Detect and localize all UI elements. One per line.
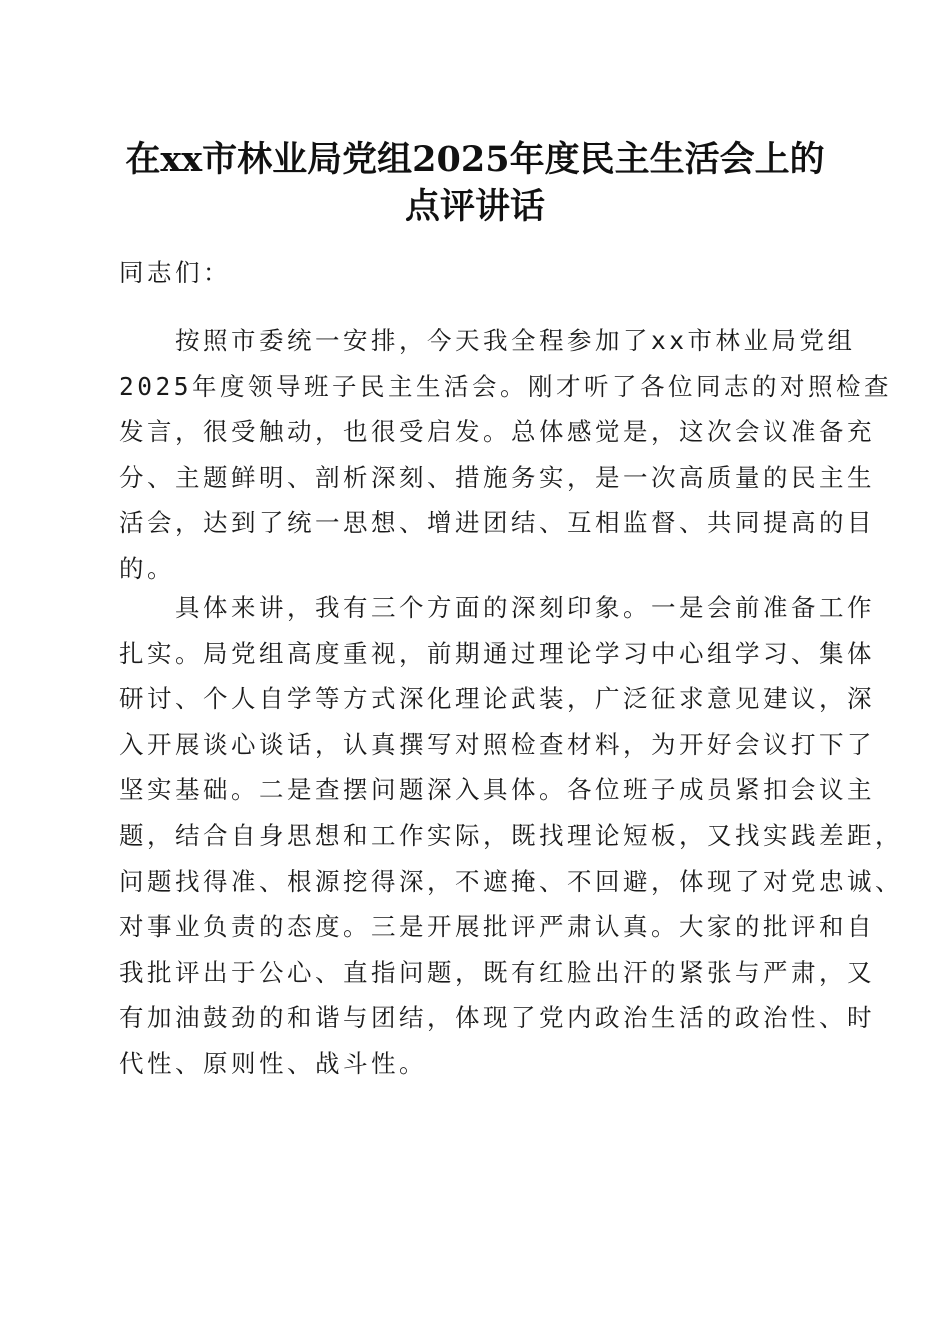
paragraph-line: 分、主题鲜明、剖析深刻、措施务实，是一次高质量的民主生 bbox=[119, 462, 875, 492]
paragraph-line: 代性、原则性、战斗性。 bbox=[119, 1048, 427, 1078]
salutation bbox=[119, 250, 839, 296]
paragraph-line: 扎实。局党组高度重视，前期通过理论学习中心组学习、集体 bbox=[119, 638, 875, 668]
paragraph-line: 入开展谈心谈话，认真撰写对照检查材料，为开好会议打下了 bbox=[119, 729, 875, 759]
salutation-text: 同志们： bbox=[119, 258, 231, 287]
paragraph-line: 我批评出于公心、直指问题，既有红脸出汗的紧张与严肃，又 bbox=[119, 957, 875, 987]
paragraph-line: 按照市委统一安排，今天我全程参加了xx市林业局党组 bbox=[175, 326, 856, 355]
paragraph-line: 2025年度领导班子民主生活会。刚才听了各位同志的对照检查 bbox=[119, 371, 892, 401]
paragraph-1 bbox=[119, 318, 892, 592]
paragraph-line: 活会，达到了统一思想、增进团结、互相监督、共同提高的目 bbox=[119, 508, 875, 538]
paragraph-line: 研讨、个人自学等方式深化理论武装，广泛征求意见建议，深 bbox=[119, 684, 875, 714]
paragraph-line: 的。 bbox=[119, 553, 175, 583]
paragraph-line: 有加油鼓劲的和谐与团结，体现了党内政治生活的政治性、时 bbox=[119, 1003, 875, 1033]
document-title-line-2: 点评讲话 bbox=[404, 186, 545, 227]
paragraph-line: 坚实基础。二是查摆问题深入具体。各位班子成员紧扣会议主 bbox=[119, 775, 875, 805]
paragraph-line: 问题找得准、根源挖得深，不遮掩、不回避，体现了对党忠诚、 bbox=[119, 866, 903, 896]
paragraph-2 bbox=[119, 585, 903, 1087]
paragraph-line: 题，结合自身思想和工作实际，既找理论短板，又找实践差距， bbox=[119, 820, 903, 850]
document-title-line-1: 在xx市林业局党组2025年度民主生活会上的 bbox=[125, 139, 825, 180]
paragraph-line: 具体来讲，我有三个方面的深刻印象。一是会前准备工作 bbox=[175, 593, 875, 622]
paragraph-line: 对事业负责的态度。三是开展批评严肃认真。大家的批评和自 bbox=[119, 912, 875, 942]
paragraph-line: 发言，很受触动，也很受启发。总体感觉是，这次会议准备充 bbox=[119, 417, 875, 447]
